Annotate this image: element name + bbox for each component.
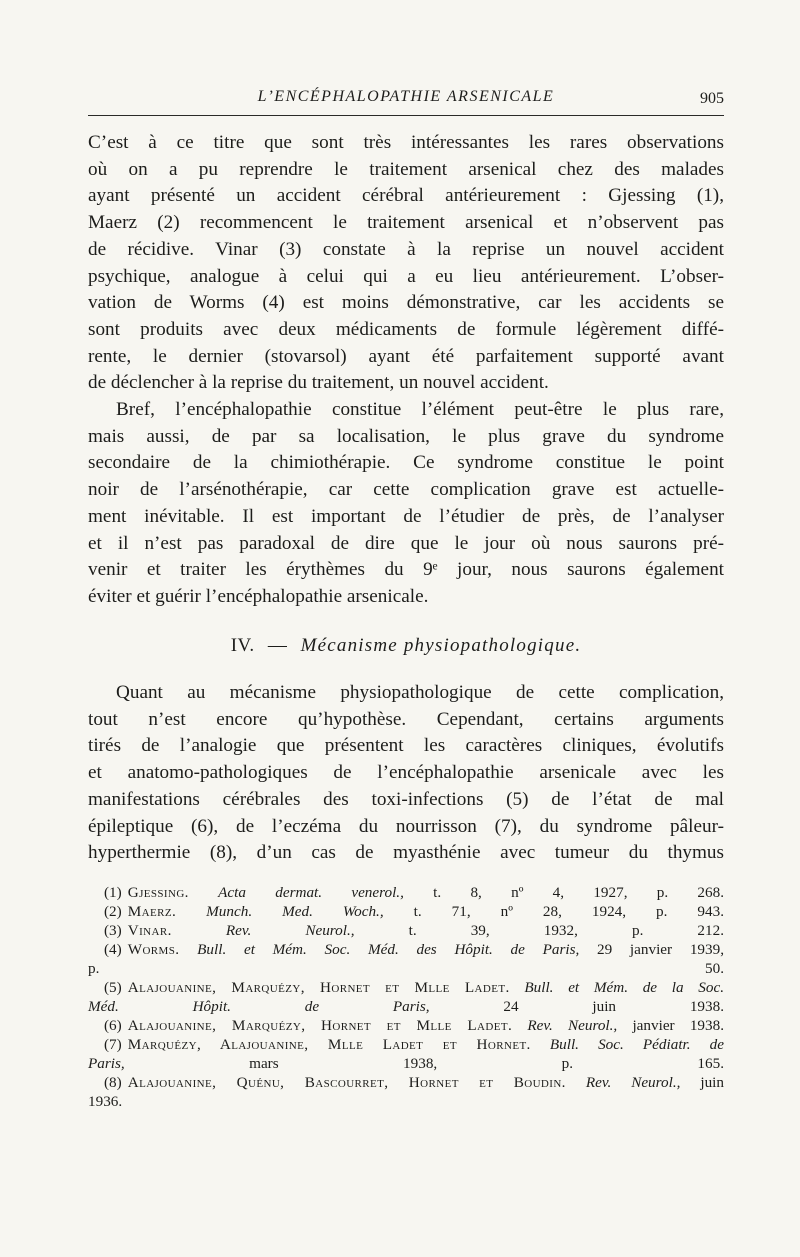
text-line: ayant présenté un accident cérébral antérieurement : Gjessing (1),	[88, 185, 724, 207]
text-line: noir de l’arsénothérapie, car cette complication grave est actuelle-	[88, 479, 724, 501]
footnote-mark: (6)	[104, 1017, 122, 1034]
footnote-mark: (1)	[104, 884, 122, 901]
section-number: IV.	[230, 635, 255, 656]
footnote-journal: Rev. Neurol.,	[225, 922, 355, 939]
text-line: venir et traiter les érythèmes du 9ᵉ jour, nous saurons également	[88, 559, 724, 581]
header-rule	[88, 115, 724, 116]
footnote-line	[88, 1073, 724, 1092]
footnote-details: juin	[700, 1074, 724, 1091]
text-line: de récidive. Vinar (3) constate à la reprise un nouvel accident	[88, 238, 724, 260]
text-line: ment inévitable. Il est important de l’étudier de près, de l’analyser	[88, 505, 724, 527]
text-line: Bref, l’encéphalopathie constitue l’élément peut-être le plus rare,	[116, 399, 724, 421]
footnote-journal: Acta dermat. venerol.,	[218, 884, 404, 901]
footnote-journal: Bull. Soc. Pédiatr. de	[549, 1036, 725, 1053]
footnote-details: t. 71, nº 28, 1924, p. 943.	[413, 903, 725, 920]
page-number: 905	[700, 90, 724, 107]
footnote-line	[88, 940, 724, 959]
text-line: Quant au mécanisme physiopathologique de cette complication,	[116, 682, 724, 703]
footnote	[88, 1073, 724, 1111]
footnote-details: janvier 1938.	[632, 1017, 724, 1034]
footnote	[88, 940, 724, 978]
footnote-mark: (3)	[104, 922, 122, 939]
footnote-journal-continued: Méd. Hôpit. de Paris,	[88, 998, 430, 1015]
footnote	[88, 978, 724, 1016]
footnote-mark: (5)	[104, 979, 122, 996]
footnote-mark: (8)	[104, 1074, 122, 1091]
text-block-2	[88, 680, 724, 867]
footnote-line	[88, 921, 724, 940]
footnote-authors: Gjessing.	[127, 884, 189, 901]
footnote-authors: Maerz.	[127, 903, 177, 920]
text-line: où on a pu reprendre le traitement arsenical chez des malades	[88, 158, 724, 180]
text-line: hyperthermie (8), d’un cas de myasthénie avec tumeur du thymus	[88, 842, 724, 864]
footnote-mark: (7)	[104, 1036, 122, 1053]
paragraph-1	[88, 130, 724, 397]
footnote-journal: Munch. Med. Woch.,	[206, 903, 384, 920]
text-line: vation de Worms (4) est moins démonstrative, car les accidents se	[88, 292, 724, 314]
footnote-line	[88, 1035, 724, 1054]
footnote-authors: Alajouanine, Quénu, Bascourret, Hornet et Boudin.	[127, 1074, 566, 1091]
text-line: sont produits avec deux médicaments de formule légèrement diffé-	[88, 318, 724, 340]
text-line: tout n’est encore qu’hypothèse. Cependant, certains arguments	[88, 708, 724, 730]
footnote-authors: Vinar.	[127, 922, 172, 939]
footnote-journal: Rev. Neurol.,	[585, 1074, 681, 1091]
footnote-continuation	[88, 1054, 724, 1073]
footnote-authors: Alajouanine, Marquézy, Hornet et Mlle Ladet.	[127, 979, 510, 996]
footnote-continuation: p. 50.	[88, 960, 724, 977]
section-heading	[88, 635, 724, 657]
footnote	[88, 1035, 724, 1073]
text-line: de déclencher à la reprise du traitement, un nouvel accident.	[88, 372, 549, 394]
footnote	[88, 902, 724, 921]
footnote-details: 24 juin 1938.	[503, 998, 724, 1015]
footnote-continuation	[88, 997, 724, 1016]
footnote-line	[88, 902, 724, 921]
footnote-details: t. 39, 1932, p. 212.	[408, 922, 724, 939]
text-line: C’est à ce titre que sont très intéressantes les rares observations	[88, 132, 724, 153]
footnote-mark: (2)	[104, 903, 122, 920]
text-line: manifestations cérébrales des toxi-infections (5) de l’état de mal	[88, 788, 724, 810]
running-head	[88, 88, 724, 118]
footnotes	[88, 883, 724, 1111]
footnote-journal: Bull. et Mém. de la Soc.	[524, 979, 725, 996]
running-title: L’ENCÉPHALOPATHIE ARSENICALE	[257, 88, 555, 105]
text-line: Maerz (2) recommencent le traitement arsenical et n’observent pas	[88, 212, 724, 234]
footnote	[88, 1016, 724, 1035]
text-line: rente, le dernier (stovarsol) ayant été parfaitement supporté avant	[88, 345, 724, 367]
footnote-journal: Rev. Neurol.,	[527, 1017, 618, 1034]
text-line: mais aussi, de par sa localisation, le plus grave du syndrome	[88, 425, 724, 447]
text-line: épileptique (6), de l’eczéma du nourrisson (7), du syndrome pâleur-	[88, 815, 724, 837]
section-title: Mécanisme physiopathologique.	[300, 635, 582, 656]
footnote	[88, 921, 724, 940]
footnote-details: mars 1938, p. 165.	[249, 1055, 724, 1072]
footnote-details: 29 janvier 1939,	[597, 941, 724, 958]
text-line: éviter et guérir l’encéphalopathie arsenicale.	[88, 585, 429, 607]
footnote-line	[88, 883, 724, 902]
text-line: secondaire de la chimiothérapie. Ce syndrome constitue le point	[88, 452, 724, 474]
footnote-authors: Alajouanine, Marquézy, Hornet et Mlle Ladet.	[127, 1017, 513, 1034]
footnote-line	[88, 1016, 724, 1035]
paragraph-3	[88, 680, 724, 867]
text-line: tirés de l’analogie que présentent les caractères cliniques, évolutifs	[88, 735, 724, 757]
footnote-details: t. 8, nº 4, 1927, p. 268.	[433, 884, 724, 901]
text-line: et il n’est pas paradoxal de dire que le jour où nous saurons pré-	[88, 532, 724, 554]
footnote-continuation: 1936.	[88, 1093, 123, 1110]
text-block-1	[88, 130, 724, 611]
footnote-journal: Bull. et Mém. Soc. Méd. des Hôpit. de Paris,	[197, 941, 580, 958]
footnote	[88, 883, 724, 902]
footnote-journal-continued: Paris,	[88, 1055, 125, 1072]
footnote-line	[88, 978, 724, 997]
footnote-authors: Marquézy, Alajouanine, Mlle Ladet et Hornet.	[127, 1036, 531, 1053]
footnote-mark: (4)	[104, 941, 122, 958]
paragraph-2	[88, 397, 724, 611]
text-line: et anatomo-pathologiques de l’encéphalopathie arsenicale avec les	[88, 762, 724, 784]
section-dash: —	[267, 635, 288, 656]
footnote-authors: Worms.	[127, 941, 180, 958]
text-line: psychique, analogue à celui qui a eu lieu antérieurement. L’obser-	[88, 265, 724, 287]
